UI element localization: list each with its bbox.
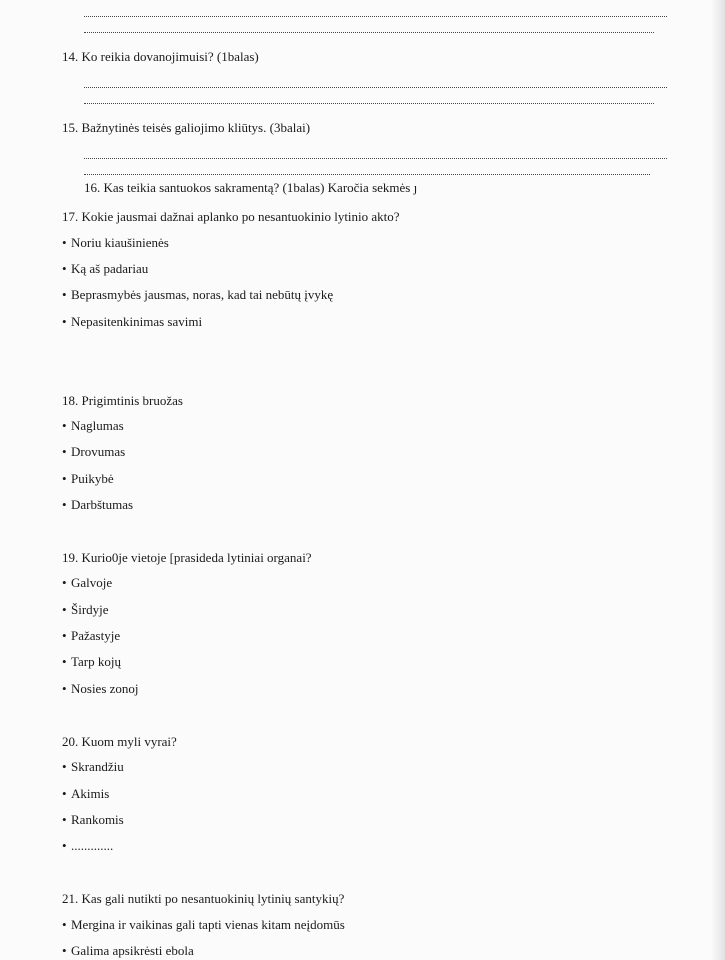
option-item: • Darbštumas — [62, 497, 134, 512]
option-item: • Beprasmybės jausmas, noras, kad tai nebūtų įvykę — [62, 287, 334, 302]
bullet-icon: • — [62, 287, 67, 302]
bullet-icon: • — [62, 418, 67, 433]
answer-line[interactable] — [84, 103, 654, 104]
bullet-icon: • — [62, 628, 67, 643]
question-20: 20. Kuom myli vyrai? — [62, 734, 177, 749]
option-item: • Pažastyje — [62, 628, 121, 643]
option-item: • Širdyje — [62, 602, 109, 617]
question-14: 14. Ko reikia dovanojimuisi? (1balas) — [62, 49, 259, 64]
question-19: 19. Kurio0je vietoje [prasideda lytiniai organai? — [62, 550, 312, 565]
option-item: • Mergina ir vaikinas gali tapti vienas kitam neįdomūs — [62, 917, 345, 932]
option-item: • Tarp kojų — [62, 654, 121, 669]
bullet-icon: • — [62, 261, 67, 276]
option-item-blank[interactable] — [62, 838, 113, 854]
page-edge-shadow — [711, 0, 725, 960]
bullet-icon: • — [62, 681, 67, 696]
bullet-icon: • — [62, 471, 67, 486]
option-item: • Rankomis — [62, 812, 124, 827]
bullet-icon: • — [62, 917, 67, 932]
option-item: • Galvoje — [62, 575, 113, 590]
question-15: 15. Bažnytinės teisės galiojimo kliūtys. (3balai) — [62, 120, 311, 135]
bullet-icon: • — [62, 235, 67, 250]
option-item: • Naglumas — [62, 418, 124, 433]
answer-line[interactable] — [84, 16, 667, 17]
answer-line[interactable] — [84, 158, 667, 159]
option-item: • Puikybė — [62, 471, 114, 486]
option-item: • Drovumas — [62, 444, 126, 459]
bullet-icon: • — [62, 444, 67, 459]
option-item: • Nosies zonoj — [62, 681, 139, 696]
answer-line[interactable] — [84, 87, 667, 88]
bullet-icon: • — [62, 759, 67, 774]
question-18: 18. Prigimtinis bruožas — [62, 393, 183, 408]
answer-line[interactable] — [84, 32, 654, 33]
option-item: • Ką aš padariau — [62, 261, 149, 276]
bullet-icon: • — [62, 497, 67, 512]
bullet-icon: • — [62, 314, 67, 329]
bullet-icon: • — [62, 943, 67, 958]
option-item: • Akimis — [62, 786, 110, 801]
question-17: 17. Kokie jausmai dažnai aplanko po nesantuokinio lytinio akto? — [62, 209, 400, 224]
question-16: 16. Kas teikia santuokos sakramentą? (1balas) Karočia sekmės ȷ — [84, 180, 418, 195]
blank-answer[interactable]: ............. — [71, 838, 114, 853]
option-item: • Noriu kiaušinienės — [62, 235, 169, 250]
question-21: 21. Kas gali nutikti po nesantuokinių lytinių santykių? — [62, 891, 345, 906]
bullet-icon: • — [62, 575, 67, 590]
option-item: • Galima apsikrėsti ebola — [62, 943, 194, 958]
answer-line[interactable] — [84, 174, 650, 175]
bullet-icon: • — [62, 786, 67, 801]
bullet-icon: • — [62, 838, 67, 853]
bullet-icon: • — [62, 602, 67, 617]
bullet-icon: • — [62, 654, 67, 669]
option-item: • Skrandžiu — [62, 759, 124, 774]
bullet-icon: • — [62, 812, 67, 827]
option-item: • Nepasitenkinimas savimi — [62, 314, 203, 329]
